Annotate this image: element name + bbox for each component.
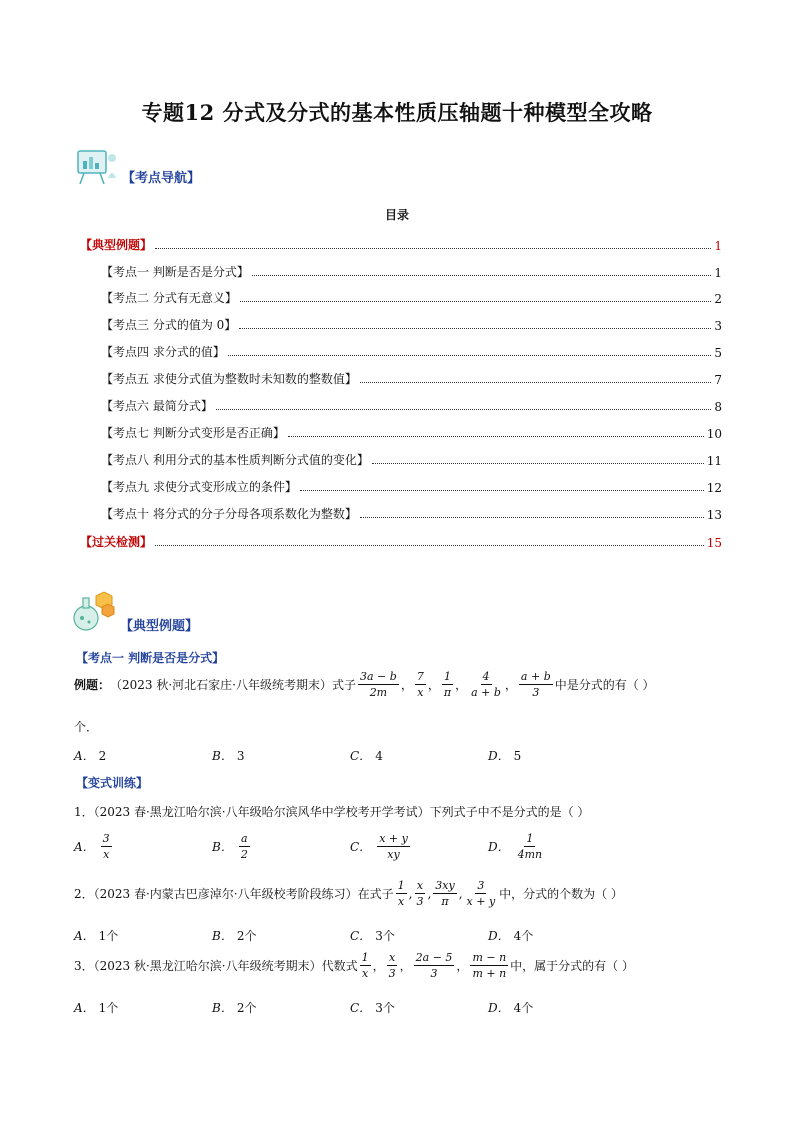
toc-leader-dots — [228, 355, 712, 356]
option-key: A． — [74, 840, 95, 854]
question-1-options — [74, 832, 634, 861]
fraction-denominator: m + n — [472, 967, 507, 980]
question-3 — [74, 951, 634, 980]
separator: ， — [399, 959, 412, 973]
fraction-numerator: x + y — [379, 832, 408, 845]
toc-entry-text: 【考点二 分式有无意义】 — [101, 291, 237, 305]
question-3-stem-tail: 中，属于分式的有（ ） — [510, 959, 634, 973]
option-key: C． — [350, 1001, 372, 1015]
fraction — [442, 670, 453, 699]
example-stem-unit: 个． — [74, 720, 99, 734]
option-1 — [212, 999, 350, 1016]
fraction-numerator: 2a − 5 — [415, 951, 453, 964]
toc-row — [101, 262, 722, 280]
toc-entry-text: 【考点一 判断是否是分式】 — [101, 265, 249, 279]
option-3 — [488, 999, 626, 1016]
toc-leader-dots — [252, 275, 712, 276]
option-key: B． — [212, 1001, 233, 1015]
option-value: 3 — [236, 748, 245, 763]
fraction — [414, 951, 455, 980]
fraction-numerator: 7 — [416, 670, 424, 683]
fraction-denominator: x + y — [466, 895, 496, 908]
option-value: 1个 — [98, 1001, 119, 1015]
example-question — [74, 670, 655, 699]
option-key: B． — [212, 929, 233, 943]
fraction-denominator: a + b — [471, 686, 501, 699]
toc-entry-text: 【考点八 利用分式的基本性质判断分式值的变化】 — [101, 453, 369, 467]
toc-row — [80, 235, 722, 253]
toc-leader-dots — [300, 490, 704, 491]
option-1 — [212, 927, 350, 944]
fraction — [519, 670, 553, 699]
toc-leader-dots — [360, 382, 712, 383]
toc-row — [101, 288, 722, 306]
fraction-numerator: 3xy — [435, 879, 455, 892]
nav-section-header — [74, 148, 200, 186]
question-2-stem: 2．（2023 春·内蒙古巴彦淖尔·八年级校考阶段练习）在式子 — [74, 887, 394, 901]
option-0 — [74, 832, 212, 861]
fraction-numerator: 1 — [526, 832, 534, 845]
toc-row — [101, 423, 722, 441]
toc-entry-text: 【典型例题】 — [80, 238, 153, 252]
option-2 — [350, 927, 488, 944]
fraction — [360, 951, 371, 980]
question-2-options — [74, 927, 634, 944]
fraction-numerator: 1 — [443, 670, 451, 683]
option-value: 5 — [513, 748, 522, 763]
option-2 — [350, 747, 488, 764]
toc-leader-dots — [155, 545, 704, 546]
fraction-denominator: 3 — [416, 895, 424, 908]
fraction-numerator: 1 — [397, 879, 405, 892]
fraction-denominator: 3 — [532, 686, 540, 699]
fraction — [387, 951, 398, 980]
option-3 — [488, 747, 626, 764]
option-key: C． — [350, 840, 372, 854]
fraction-numerator: 3 — [102, 832, 110, 845]
option-value: 3个 — [375, 929, 395, 943]
example-stem: （2023 秋·河北石家庄·八年级统考期末）式子 — [110, 678, 356, 692]
toc-entry-text: 【过关检测】 — [80, 535, 153, 549]
option-key: D． — [488, 929, 510, 943]
example-stem-cont — [74, 718, 98, 735]
option-key: A． — [74, 929, 95, 943]
option-3 — [488, 832, 626, 861]
fraction — [414, 879, 425, 908]
fraction — [101, 832, 112, 861]
toc-row — [101, 315, 722, 333]
variant-heading: 【变式训练】 — [76, 776, 149, 790]
option-3 — [488, 927, 626, 944]
toc-entry-text: 【考点六 最简分式】 — [101, 399, 213, 413]
option-key: B． — [212, 749, 233, 763]
toc-leader-dots — [288, 436, 704, 437]
fraction-numerator: x — [416, 879, 424, 892]
fraction-denominator: 4mn — [517, 848, 543, 861]
toc-row — [101, 396, 722, 414]
toc-leader-dots — [216, 409, 712, 410]
separator: ， — [504, 678, 517, 692]
option-value: 2 — [98, 748, 107, 763]
fraction-denominator: 2m — [369, 686, 388, 699]
option-value: 2个 — [236, 929, 257, 943]
document-title: 专题12 分式及分式的基本性质压轴题十种模型全攻略 — [141, 100, 653, 125]
separator: ， — [455, 678, 468, 692]
fraction — [415, 670, 426, 699]
toc-row — [101, 450, 722, 468]
question-1-stem: 1．（2023 春·黑龙江哈尔滨·八年级哈尔滨风华中学校考开学考试）下列式子中不是分式的是（ ） — [74, 805, 590, 819]
fraction-denominator: π — [441, 895, 449, 908]
fraction-denominator: 2 — [240, 848, 248, 861]
fraction-denominator: 3 — [388, 967, 396, 980]
fraction-numerator: 1 — [361, 951, 369, 964]
presentation-board-icon — [74, 148, 118, 186]
option-2 — [350, 999, 488, 1016]
toc-page-number: 3 — [714, 319, 722, 333]
toc-row — [101, 504, 722, 522]
toc-page-number: 11 — [706, 454, 722, 468]
option-key: C． — [350, 929, 372, 943]
separator: ， — [456, 959, 469, 973]
example-options — [74, 747, 634, 764]
fraction-denominator: x — [362, 967, 369, 980]
toc-page-number: 7 — [714, 373, 722, 387]
question-2-fractions — [394, 879, 500, 908]
fraction-denominator: x — [103, 848, 110, 861]
option-key: D． — [488, 749, 510, 763]
example-stem-tail: 中是分式的有（ ） — [554, 678, 655, 692]
fraction — [433, 879, 456, 908]
option-value: 3个 — [375, 1001, 395, 1015]
toc-page-number: 8 — [714, 400, 722, 414]
toc-page-number: 5 — [714, 346, 722, 360]
option-1 — [212, 747, 350, 764]
option-key: B． — [212, 840, 233, 854]
nav-section-label: 【考点导航】 — [122, 171, 201, 186]
option-1 — [212, 832, 350, 861]
option-0 — [74, 999, 212, 1016]
toc-page-number: 1 — [714, 266, 722, 280]
toc-page-number: 13 — [706, 508, 722, 522]
fraction-numerator: 3 — [477, 879, 485, 892]
option-value: 4个 — [513, 1001, 534, 1015]
fraction-denominator: 3 — [430, 967, 438, 980]
fraction — [358, 670, 399, 699]
toc-leader-dots — [360, 517, 704, 518]
option-value: 4个 — [513, 929, 534, 943]
toc-page-number: 15 — [706, 536, 722, 550]
question-2-stem-tail: 中，分式的个数为（ ） — [499, 887, 623, 901]
option-key: D． — [488, 840, 510, 854]
question-3-options — [74, 999, 634, 1016]
toc-page-number: 1 — [714, 239, 722, 253]
example-fractions — [356, 670, 555, 699]
fraction — [470, 951, 508, 980]
point1-heading: 【考点一 判断是否是分式】 — [76, 651, 225, 665]
option-key: D． — [488, 1001, 510, 1015]
option-key: A． — [74, 1001, 95, 1015]
fraction — [469, 670, 503, 699]
toc-entry-text: 【考点九 求使分式变形成立的条件】 — [101, 480, 297, 494]
option-key: A． — [74, 749, 95, 763]
toc-entry-text: 【考点十 将分式的分子分母各项系数化为整数】 — [101, 507, 357, 521]
toc-page-number: 2 — [714, 292, 722, 306]
fraction — [465, 879, 498, 908]
toc-entry-text: 【考点七 判断分式变形是否正确】 — [101, 426, 285, 440]
toc-row — [101, 369, 722, 387]
fraction — [377, 832, 410, 861]
separator: ， — [427, 678, 440, 692]
toc-title: 目录 — [384, 208, 409, 222]
toc-leader-dots — [155, 248, 711, 249]
fraction-denominator: x — [398, 895, 405, 908]
fraction-numerator: a + b — [520, 670, 551, 683]
fraction-numerator: 3a − b — [360, 670, 397, 683]
fraction-denominator: x — [417, 686, 424, 699]
toc-row — [80, 532, 722, 550]
toc-leader-dots — [372, 463, 704, 464]
question-3-fractions — [358, 951, 511, 980]
fraction — [516, 832, 545, 861]
separator: , — [408, 886, 413, 901]
toc-leader-dots — [240, 301, 712, 302]
option-value: 1个 — [98, 929, 119, 943]
fraction — [239, 832, 250, 861]
fraction-numerator: 4 — [482, 670, 490, 683]
question-2 — [74, 879, 623, 908]
examples-section-label: 【典型例题】 — [120, 619, 199, 634]
toc-entry-text: 【考点四 求分式的值】 — [101, 345, 225, 359]
question-3-stem: 3．（2023 秋·黑龙江哈尔滨·八年级统考期末）代数式 — [74, 959, 358, 973]
toc-page-number: 12 — [706, 481, 722, 495]
separator: , — [427, 886, 432, 901]
option-0 — [74, 927, 212, 944]
flask-icon — [72, 590, 116, 634]
toc-leader-dots — [239, 328, 711, 329]
separator: ， — [372, 959, 385, 973]
fraction — [396, 879, 407, 908]
fraction-denominator: xy — [387, 848, 400, 861]
toc-entry-text: 【考点三 分式的值为 0】 — [101, 318, 237, 332]
option-2 — [350, 832, 488, 861]
option-key: C． — [350, 749, 372, 763]
toc-page-number: 10 — [706, 427, 722, 441]
separator: ， — [400, 678, 413, 692]
toc-row — [101, 477, 722, 495]
toc-row — [101, 342, 722, 360]
question-1 — [74, 803, 589, 820]
fraction-numerator: a — [241, 832, 248, 845]
fraction-numerator: m − n — [472, 951, 507, 964]
example-prefix: 例题： — [74, 678, 111, 692]
toc-entry-text: 【考点五 求使分式值为整数时未知数的整数值】 — [101, 372, 357, 386]
option-0 — [74, 747, 212, 764]
option-value: 2个 — [236, 1001, 257, 1015]
option-value: 4 — [375, 748, 383, 763]
examples-section-header — [72, 590, 198, 634]
fraction-numerator: x — [389, 951, 396, 964]
separator: , — [458, 886, 463, 901]
fraction-denominator: π — [443, 686, 452, 699]
